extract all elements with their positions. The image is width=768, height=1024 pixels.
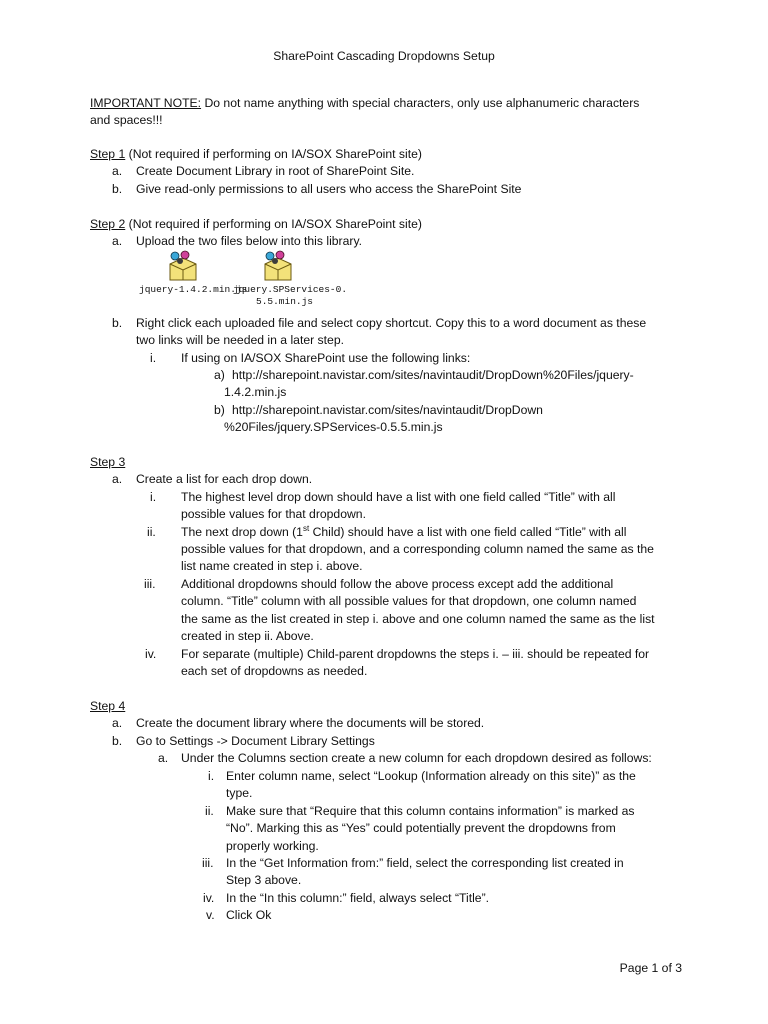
step4-ii-line3: properly working.	[226, 839, 319, 853]
step4-i-line2: type.	[226, 786, 253, 800]
link-a-line2[interactable]: 1.4.2.min.js	[224, 385, 287, 399]
step4-v: Click Ok	[226, 908, 272, 922]
step1-note: (Not required if performing on IA/SOX SharePoint site)	[125, 147, 422, 161]
file1-name[interactable]: jquery-1.4.2.min.js	[139, 284, 248, 295]
link-b-line2[interactable]: %20Files/jquery.SPServices-0.5.5.min.js	[224, 420, 443, 434]
step4-v-marker: v.	[206, 908, 215, 922]
step4-ii-line1: Make sure that “Require that this column contains information” is marked as	[226, 804, 635, 818]
link-a-marker: a)	[214, 368, 225, 382]
step4-a-marker: a.	[112, 716, 123, 730]
step4-b: Go to Settings -> Document Library Settings	[136, 734, 375, 748]
link-b-marker: b)	[214, 403, 225, 417]
important-note	[90, 95, 639, 113]
step4-iv: In the “In this column:” field, always select “Title”.	[226, 891, 490, 905]
step1-a: Create Document Library in root of SharePoint Site.	[136, 164, 415, 178]
step2-b-line1: Right click each uploaded file and select copy shortcut. Copy this to a word document as these	[136, 316, 647, 330]
step4-iii-line1: In the “Get Information from:” field, select the corresponding list created in	[226, 856, 624, 870]
step3-ii-post: Child) should have a list with one field called “Title” with all	[309, 525, 627, 539]
step2-b-marker: b.	[112, 316, 123, 330]
step4-ba-marker: a.	[158, 751, 169, 765]
step4-iii-marker: iii.	[202, 856, 214, 870]
step4-iv-marker: iv.	[203, 891, 215, 905]
step3-ii-line1	[181, 524, 626, 542]
step1-b: Give read-only permissions to all users who access the SharePoint Site	[136, 182, 522, 196]
link-b-line1[interactable]: http://sharepoint.navistar.com/sites/navintaudit/DropDown	[232, 403, 543, 417]
step4-ii-marker: ii.	[205, 804, 214, 818]
step3-ii-sup: st	[302, 523, 310, 533]
link-a-line1[interactable]: http://sharepoint.navistar.com/sites/navintaudit/DropDown%20Files/jquery-	[232, 368, 634, 382]
file2-name-line1[interactable]: jquery.SPServices-0.	[233, 284, 348, 295]
step2-i: If using on IA/SOX SharePoint use the following links:	[181, 351, 471, 365]
step3-label: Step 3	[90, 455, 126, 469]
step3-i-marker: i.	[150, 490, 157, 504]
step3-i-line1: The highest level drop down should have a list with one field called “Title” with all	[181, 490, 616, 504]
step4-b-marker: b.	[112, 734, 123, 748]
step3-iii-line2: column. “Title” column with all possible values for that dropdown, one column named	[181, 594, 637, 608]
step3-iv-line1: For separate (multiple) Child-parent dropdowns the steps i. – iii. should be repeated for	[181, 647, 650, 661]
step4-i-line1: Enter column name, select “Lookup (Information already on this site)” as the	[226, 769, 636, 783]
step2-a-marker: a.	[112, 234, 123, 248]
step1-label: Step 1	[90, 147, 126, 161]
step4-iii-line2: Step 3 above.	[226, 873, 302, 887]
step2-i-marker: i.	[150, 351, 157, 365]
step3-iii-marker: iii.	[144, 577, 156, 591]
js-file-icon[interactable]	[261, 250, 295, 284]
step3-a-marker: a.	[112, 472, 123, 486]
step3-a: Create a list for each drop down.	[136, 472, 313, 486]
step4-a: Create the document library where the documents will be stored.	[136, 716, 485, 730]
step3-ii-line2: possible values for that dropdown, and a corresponding column named the same as the	[181, 542, 654, 556]
step3-i-line2: possible values for that dropdown.	[181, 507, 366, 521]
step3-iii-line3: the same as the list created in step i. above and one column named the same as the list	[181, 612, 655, 626]
important-text-cont: and spaces!!!	[90, 113, 163, 127]
step2-heading	[90, 216, 422, 234]
step1-heading	[90, 146, 422, 164]
important-label: IMPORTANT NOTE:	[90, 96, 202, 110]
step4-ba: Under the Columns section create a new column for each dropdown desired as follows:	[181, 751, 652, 765]
js-file-icon[interactable]	[166, 250, 200, 284]
page-number: Page 1 of 3	[619, 961, 682, 975]
step3-ii-pre: The next drop down (1	[181, 525, 303, 539]
file2-name-line2[interactable]: 5.5.min.js	[256, 296, 314, 307]
step3-ii-line3: list name created in step i. above.	[181, 559, 363, 573]
step3-iii-line1: Additional dropdowns should follow the above process except add the additional	[181, 577, 614, 591]
step3-iii-line4: created in step ii. Above.	[181, 629, 314, 643]
step2-label: Step 2	[90, 217, 126, 231]
important-text: Do not name anything with special characters, only use alphanumeric characters	[201, 96, 640, 110]
step3-iv-line2: each set of dropdowns as needed.	[181, 664, 368, 678]
step2-a: Upload the two files below into this library.	[136, 234, 363, 248]
page-title: SharePoint Cascading Dropdowns Setup	[273, 49, 495, 63]
step2-note: (Not required if performing on IA/SOX SharePoint site)	[125, 217, 422, 231]
step1-a-marker: a.	[112, 164, 123, 178]
step2-b-line2: two links will be needed in a later step.	[136, 333, 344, 347]
step4-i-marker: i.	[208, 769, 215, 783]
step4-label: Step 4	[90, 699, 126, 713]
step4-ii-line2: “No”. Marking this as “Yes” could potentially prevent the dropdowns from	[226, 821, 616, 835]
step3-iv-marker: iv.	[145, 647, 157, 661]
step1-b-marker: b.	[112, 182, 123, 196]
step3-ii-marker: ii.	[147, 525, 156, 539]
